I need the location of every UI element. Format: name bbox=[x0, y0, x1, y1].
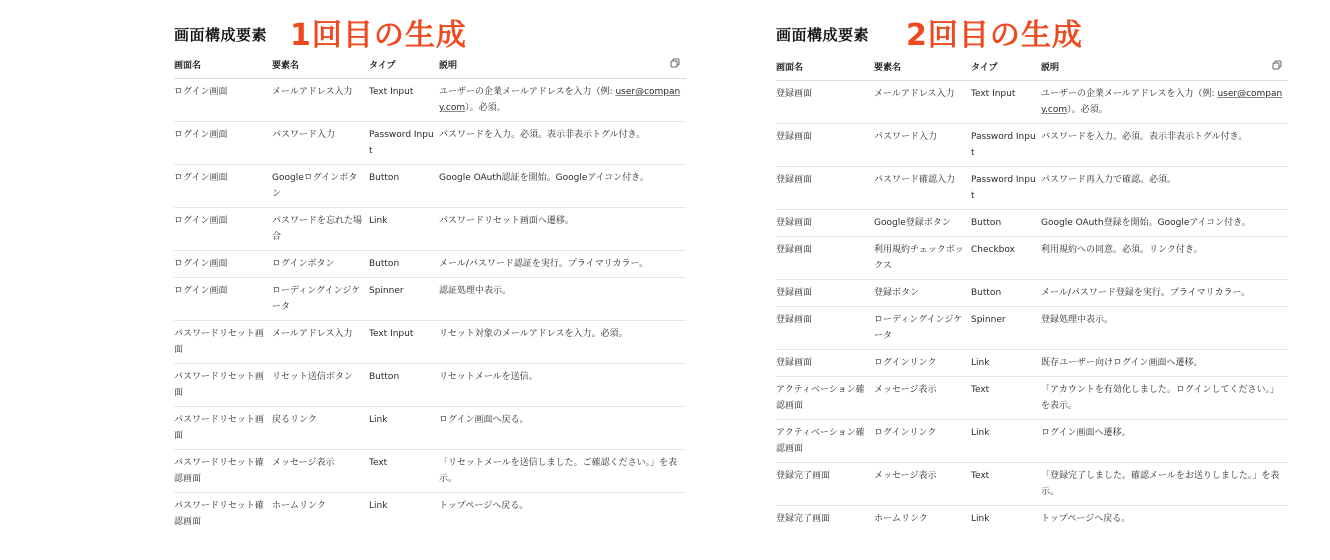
table-body bbox=[776, 81, 1288, 533]
table-row bbox=[174, 278, 686, 321]
cell-element-name: リセット送信ボタン bbox=[272, 364, 369, 407]
cell-element-name: パスワード入力 bbox=[272, 122, 369, 165]
cell-type: Text bbox=[971, 377, 1041, 420]
table-row bbox=[776, 167, 1288, 210]
cell-screen-name: 登録画面 bbox=[776, 81, 874, 124]
cell-element-name: パスワード確認入力 bbox=[874, 167, 971, 210]
table-row bbox=[174, 450, 686, 493]
cell-element-name: パスワードを忘れた場合 bbox=[272, 208, 369, 251]
cell-type: Password Input bbox=[369, 122, 439, 165]
cell-type: Text bbox=[369, 450, 439, 493]
annotation-label: 2回目の生成 bbox=[906, 18, 1083, 53]
cell-description: ログイン画面へ戻る。 bbox=[439, 407, 686, 450]
description-text: ユーザーの企業メールアドレスを入力（例: bbox=[1041, 89, 1218, 99]
header-element-name: 要素名 bbox=[272, 54, 369, 79]
cell-screen-name: 登録画面 bbox=[776, 307, 874, 350]
table-row bbox=[174, 122, 686, 165]
cell-element-name: Google登録ボタン bbox=[874, 210, 971, 237]
cell-element-name: Googleログインボタン bbox=[272, 165, 369, 208]
table-row bbox=[776, 506, 1288, 533]
cell-type: Button bbox=[369, 165, 439, 208]
cell-description: 「アカウントを有効化しました。ログインしてください。」を表示。 bbox=[1041, 377, 1288, 420]
table-row bbox=[174, 208, 686, 251]
cell-description: 認証処理中表示。 bbox=[439, 278, 686, 321]
cell-element-name: 登録ボタン bbox=[874, 280, 971, 307]
elements-table bbox=[174, 54, 686, 535]
description-text: ユーザーの企業メールアドレスを入力（例: bbox=[439, 87, 616, 97]
cell-description: パスワードを入力。必須。表示非表示トグル付き。 bbox=[439, 122, 686, 165]
cell-element-name: 戻るリンク bbox=[272, 407, 369, 450]
cell-element-name: ログインリンク bbox=[874, 350, 971, 377]
cell-element-name: メールアドレス入力 bbox=[272, 321, 369, 364]
email-link[interactable]: user@company.com bbox=[1041, 89, 1283, 115]
cell-type: Password Input bbox=[971, 167, 1041, 210]
section-title: 画面構成要素 bbox=[776, 26, 870, 44]
cell-type: Text Input bbox=[369, 321, 439, 364]
copy-icon[interactable] bbox=[670, 58, 680, 68]
cell-screen-name: 登録画面 bbox=[776, 280, 874, 307]
cell-description: リセットメールを送信。 bbox=[439, 364, 686, 407]
email-link[interactable]: user@company.com bbox=[439, 87, 681, 113]
cell-element-name: メッセージ表示 bbox=[874, 377, 971, 420]
cell-element-name: ホームリンク bbox=[272, 501, 326, 511]
header-description bbox=[439, 54, 686, 79]
cell-screen-name: ログイン画面 bbox=[174, 165, 272, 208]
table-row bbox=[776, 81, 1288, 124]
cell-description bbox=[1041, 81, 1288, 124]
cell-description bbox=[439, 79, 686, 122]
cell-description: パスワード再入力で確認。必須。 bbox=[1041, 167, 1288, 210]
cell-element-name: メールアドレス入力 bbox=[272, 79, 369, 122]
cell-element-name: ローディングインジケータ bbox=[874, 307, 971, 350]
cell-screen-name: パスワードリセット確認画面 bbox=[174, 450, 272, 493]
cell-screen-name: ログイン画面 bbox=[174, 251, 272, 278]
cell-screen-name: パスワードリセット確認画面 bbox=[174, 501, 264, 527]
cell-element-name: ログインボタン bbox=[272, 251, 369, 278]
cell-screen-name: パスワードリセット画面 bbox=[174, 364, 272, 407]
cell-description: 登録処理中表示。 bbox=[1041, 307, 1288, 350]
cell-description: 利用規約への同意。必須。リンク付き。 bbox=[1041, 237, 1288, 280]
cell-type: Button bbox=[369, 364, 439, 407]
header-description-label: 説明 bbox=[1041, 63, 1060, 73]
cell-element-name: メッセージ表示 bbox=[874, 463, 971, 506]
elements-table bbox=[776, 56, 1288, 532]
cell-element-name: メッセージ表示 bbox=[272, 450, 369, 493]
header-screen-name: 画面名 bbox=[174, 54, 272, 79]
section-title: 画面構成要素 bbox=[174, 26, 268, 44]
cell-type: Button bbox=[971, 210, 1041, 237]
cell-description: リセット対象のメールアドレスを入力。必須。 bbox=[439, 321, 686, 364]
cell-type: Text Input bbox=[971, 81, 1041, 124]
cell-element-name: ホームリンク bbox=[874, 514, 928, 524]
table-row bbox=[174, 493, 686, 536]
description-text: ）。必須。 bbox=[1067, 105, 1108, 115]
cell-element-name: パスワード入力 bbox=[874, 124, 971, 167]
table-row bbox=[174, 79, 686, 122]
cell-element-name: ログインリンク bbox=[874, 420, 971, 463]
cell-description: 「登録完了しました。確認メールをお送りしました。」を表示。 bbox=[1041, 463, 1288, 506]
annotation-label: 1回目の生成 bbox=[290, 18, 467, 53]
cell-type: Link bbox=[369, 208, 439, 251]
cell-type: Link bbox=[369, 501, 388, 511]
cell-description: 「リセットメールを送信しました。ご確認ください。」を表示。 bbox=[439, 450, 686, 493]
cell-type: Link bbox=[971, 350, 1041, 377]
cell-description: トップページへ戻る。 bbox=[1041, 514, 1131, 524]
table-row bbox=[776, 124, 1288, 167]
table-row bbox=[776, 463, 1288, 506]
cell-type: Link bbox=[971, 420, 1041, 463]
panel-heading bbox=[174, 0, 694, 60]
cell-screen-name: 登録画面 bbox=[776, 350, 874, 377]
table-row bbox=[776, 307, 1288, 350]
cell-screen-name: 登録画面 bbox=[776, 167, 874, 210]
cell-type: Text Input bbox=[369, 79, 439, 122]
cell-element-name: 利用規約チェックボックス bbox=[874, 237, 971, 280]
cell-screen-name: ログイン画面 bbox=[174, 79, 272, 122]
cell-screen-name: アクティベーション確認画面 bbox=[776, 377, 874, 420]
cell-screen-name: ログイン画面 bbox=[174, 122, 272, 165]
cell-screen-name: ログイン画面 bbox=[174, 208, 272, 251]
cell-description: Google OAuth登録を開始。Googleアイコン付き。 bbox=[1041, 210, 1288, 237]
cell-description: トップページへ戻る。 bbox=[439, 501, 529, 511]
header-screen-name: 画面名 bbox=[776, 56, 874, 81]
cell-screen-name: パスワードリセット画面 bbox=[174, 321, 272, 364]
table-row bbox=[174, 364, 686, 407]
cell-description: パスワードリセット画面へ遷移。 bbox=[439, 208, 686, 251]
cell-screen-name: 登録画面 bbox=[776, 210, 874, 237]
header-type: タイプ bbox=[971, 56, 1041, 81]
cell-screen-name: 登録完了画面 bbox=[776, 463, 874, 506]
cell-screen-name: パスワードリセット画面 bbox=[174, 407, 272, 450]
table-row bbox=[776, 210, 1288, 237]
table-row bbox=[174, 321, 686, 364]
cell-type: Button bbox=[971, 280, 1041, 307]
cell-screen-name: 登録画面 bbox=[776, 237, 874, 280]
cell-type: Checkbox bbox=[971, 237, 1041, 280]
table-row bbox=[776, 237, 1288, 280]
cell-screen-name: 登録完了画面 bbox=[776, 514, 831, 524]
cell-description: Google OAuth認証を開始。Googleアイコン付き。 bbox=[439, 165, 686, 208]
cell-screen-name: ログイン画面 bbox=[174, 278, 272, 321]
table-header-row bbox=[174, 54, 686, 79]
cell-description: ログイン画面へ遷移。 bbox=[1041, 420, 1288, 463]
table-body bbox=[174, 79, 686, 536]
header-element-name: 要素名 bbox=[874, 56, 971, 81]
table-row bbox=[174, 165, 686, 208]
cell-type: Link bbox=[971, 514, 990, 524]
cell-description: パスワードを入力。必須。表示非表示トグル付き。 bbox=[1041, 124, 1288, 167]
cell-screen-name: 登録画面 bbox=[776, 124, 874, 167]
cell-element-name: メールアドレス入力 bbox=[874, 81, 971, 124]
table-row bbox=[174, 251, 686, 278]
table-header-row bbox=[776, 56, 1288, 81]
table-row bbox=[174, 407, 686, 450]
panel-heading bbox=[776, 0, 1296, 60]
header-description-label: 説明 bbox=[439, 61, 458, 71]
cell-type: Spinner bbox=[369, 278, 439, 321]
table-row bbox=[776, 377, 1288, 420]
cell-type: Link bbox=[369, 407, 439, 450]
description-text: ）。必須。 bbox=[465, 103, 506, 113]
cell-screen-name: アクティベーション確認画面 bbox=[776, 420, 874, 463]
cell-description: メール/パスワード認証を実行。プライマリカラー。 bbox=[439, 251, 686, 278]
cell-description: 既存ユーザー向けログイン画面へ遷移。 bbox=[1041, 350, 1288, 377]
cell-type: Text bbox=[971, 463, 1041, 506]
table-row bbox=[776, 350, 1288, 377]
table-row bbox=[776, 280, 1288, 307]
cell-description: メール/パスワード登録を実行。プライマリカラー。 bbox=[1041, 280, 1288, 307]
cell-type: Spinner bbox=[971, 307, 1041, 350]
cell-type: Password Input bbox=[971, 124, 1041, 167]
cell-type: Button bbox=[369, 251, 439, 278]
cell-element-name: ローディングインジケータ bbox=[272, 278, 369, 321]
header-type: タイプ bbox=[369, 54, 439, 79]
header-description bbox=[1041, 56, 1288, 81]
table-row bbox=[776, 420, 1288, 463]
copy-icon[interactable] bbox=[1272, 60, 1282, 70]
